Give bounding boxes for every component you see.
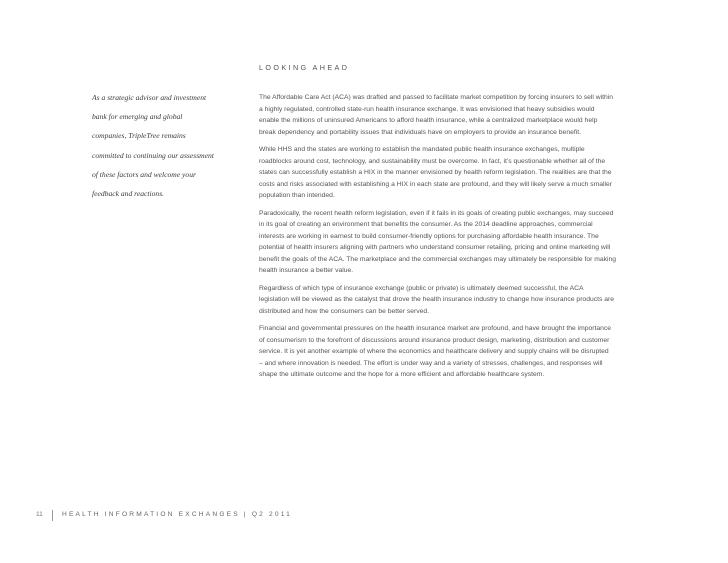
footer-divider <box>52 510 53 521</box>
paragraph-financial-pressures: Financial and governmental pressures on the health insurance market are profound, and have brought the importance of consumerism to the forefront of discussions around insurance product design, marketing, distribution and customer service. It is yet another example of where the economics and healthcare delivery and supply chains will be disrupted – and where innovation is needed. The effort is under way and a variety of stresses, challenges, and responses will shape the ultimate outcome and the hope for a more efficient and affordable healthcare system. <box>259 325 611 378</box>
pull-quote-text: As a strategic advisor and investment bank for emerging and global companies, TripleTree remains committed to continuing our assessment of these factors and welcome your feedback and reactions. <box>92 93 214 199</box>
pull-quote <box>92 88 242 203</box>
main-column <box>259 63 684 387</box>
page-footer <box>0 510 728 522</box>
paragraph-aca-intro: The Affordable Care Act (ACA) was drafted and passed to facilitate market competition by forcing insurers to sell within a highly regulated, controlled state-run health insurance exchange. It was envisioned that heavy subsidies would enable the millions of uninsured Americans to afford health insurance, while a centralized marketplace would help break dependency and portability issues that individuals have on employers to provide an insurance benefit. <box>259 94 614 136</box>
paragraph-regardless: Regardless of which type of insurance exchange (public or private) is ultimately deemed successful, the ACA legislation will be viewed as the catalyst that drove the health insurance industry to change how insurance products are distributed and how the consumers can be better served. <box>259 284 614 315</box>
page-number: 11 <box>36 511 43 518</box>
paragraph-hhs-roadblocks: While HHS and the states are working to establish the mandated public health insurance exchanges, multiple roadblocks around cost, technology, and sustainability must be overcome. In fact, it’s questionable whether all of the states can successfully establish a HIX in the manner envisioned by health reform legislation. The realities are that the costs and risks associated with establishing a HIX in each state are profound, and they will likely serve a much smaller population than intended. <box>259 146 613 199</box>
paragraph-paradoxically: Paradoxically, the recent health reform legislation, even if it fails in its goals of creating public exchanges, may succeed in its goal of creating an environment that benefits the consumer. As the 2014 deadline approaches, commercial interests are working in earnest to build consumer-friendly options for purchasing affordable health insurance. The potential of health insurers aligning with partners who understand consumer retailing, pricing and online marketing will benefit the goals of the ACA. The marketplace and the commercial exchanges may ultimately be responsible for making health insurance a better value. <box>259 209 617 274</box>
section-heading: LOOKING AHEAD <box>259 63 350 72</box>
footer-running-title: HEALTH INFORMATION EXCHANGES | Q2 2011 <box>62 511 293 518</box>
